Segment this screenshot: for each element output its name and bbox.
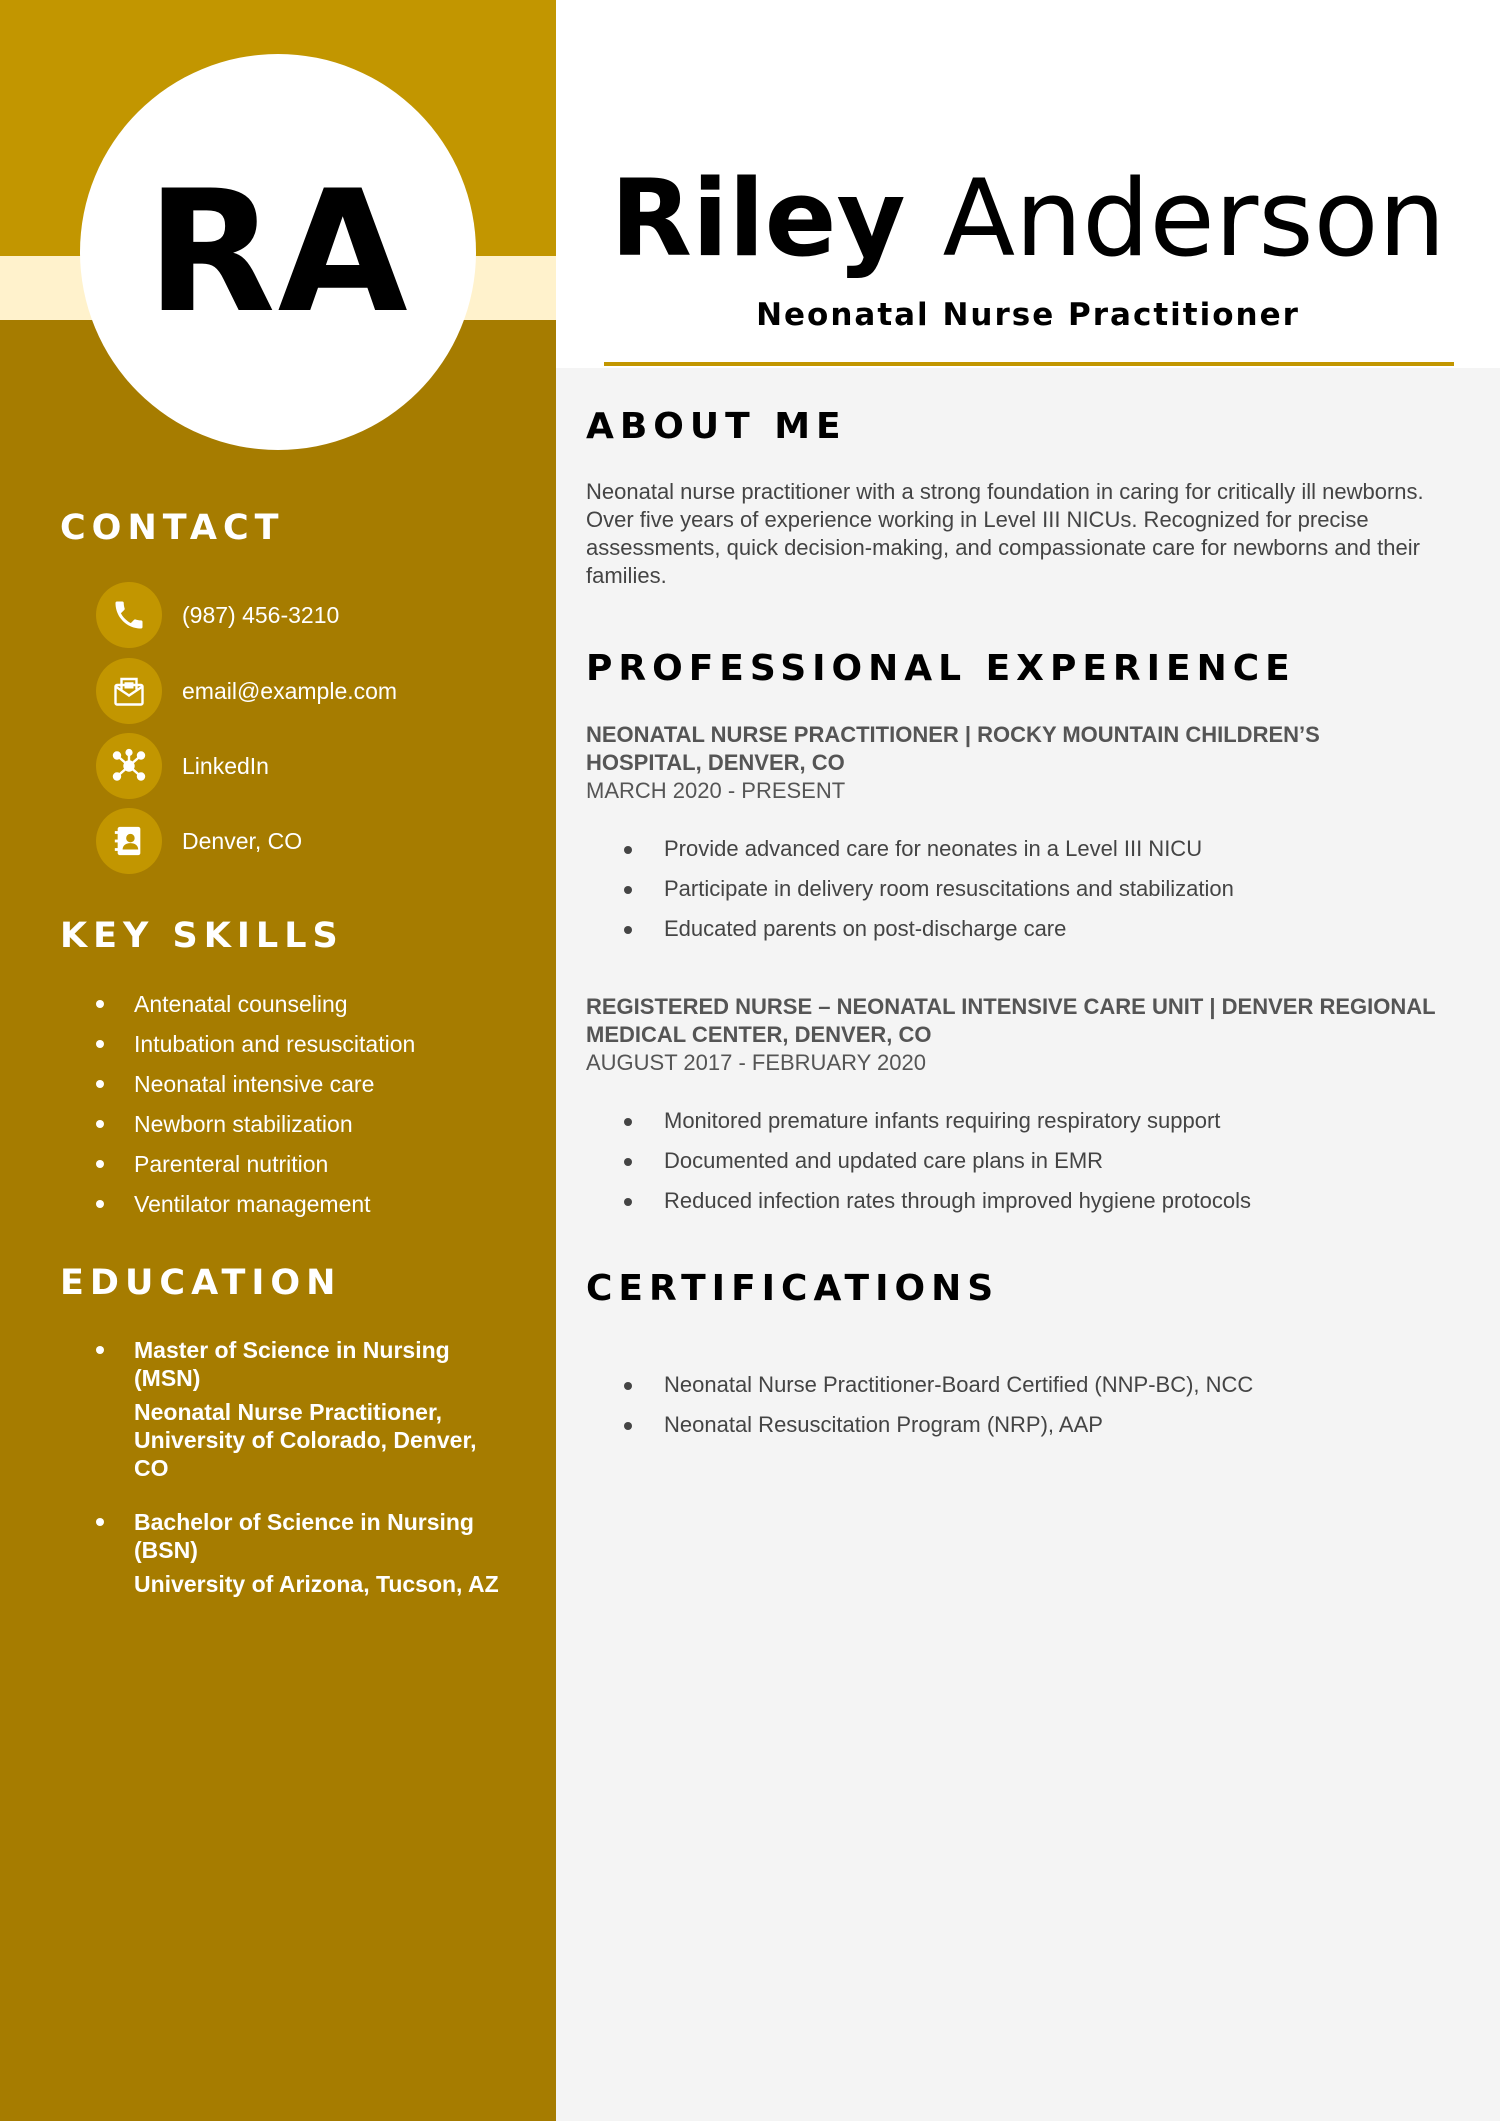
degree-name: Master of Science in Nursing (MSN)	[134, 1337, 450, 1391]
contact-email[interactable]	[96, 658, 397, 724]
last-name: Anderson	[942, 157, 1446, 280]
skills-list	[90, 988, 510, 1228]
certifications-heading: CERTIFICATIONS	[586, 1268, 1000, 1309]
education-list	[90, 1336, 500, 1624]
contact-card-icon	[96, 808, 162, 874]
list-item: Ventilator management	[90, 1188, 510, 1228]
first-name: Riley	[610, 157, 906, 280]
list-item: Provide advanced care for neonates in a Level III NICU	[620, 834, 1440, 874]
phone-icon	[96, 582, 162, 648]
list-item: Participate in delivery room resuscitations and stabilization	[620, 874, 1440, 914]
education-item	[90, 1336, 500, 1482]
list-item: Monitored premature infants requiring respiratory support	[620, 1106, 1440, 1146]
contact-phone[interactable]	[96, 582, 339, 648]
list-item: Neonatal Resuscitation Program (NRP), AAP	[620, 1410, 1440, 1450]
candidate-name	[556, 157, 1500, 280]
list-item: Documented and updated care plans in EMR	[620, 1146, 1440, 1186]
degree-detail: University of Arizona, Tucson, AZ	[134, 1571, 499, 1597]
job-dates: AUGUST 2017 - FEBRUARY 2020	[586, 1050, 926, 1075]
job-bullets	[620, 834, 1440, 954]
list-item: Antenatal counseling	[90, 988, 510, 1028]
location-text: Denver, CO	[182, 827, 303, 854]
email-text: email@example.com	[182, 677, 398, 704]
degree-detail: Neonatal Nurse Practitioner, University of Colorado, Denver, CO	[134, 1399, 477, 1481]
contact-location[interactable]	[96, 808, 302, 874]
about-heading: ABOUT ME	[586, 406, 847, 447]
education-heading: EDUCATION	[60, 1263, 342, 1303]
envelope-icon	[96, 658, 162, 724]
degree-name: Bachelor of Science in Nursing (BSN)	[134, 1509, 474, 1563]
header-divider	[604, 362, 1454, 366]
monogram: RA	[80, 54, 476, 450]
about-text: Neonatal nurse practitioner with a strong foundation in caring for critically ill newborns. Over five years of experience working in Level III NICUs. Recognized for precise assessments, quick decision-making, and compassionate care for newborns and their families.	[586, 479, 1424, 588]
list-item: Neonatal intensive care	[90, 1068, 510, 1108]
list-item: Educated parents on post-discharge care	[620, 914, 1440, 954]
key-skills-heading: KEY SKILLS	[60, 916, 344, 956]
job-title: NEONATAL NURSE PRACTITIONER | ROCKY MOUNTAIN CHILDREN’S HOSPITAL, DENVER, CO	[586, 722, 1320, 775]
list-item: Newborn stabilization	[90, 1108, 510, 1148]
list-item: Parenteral nutrition	[90, 1148, 510, 1188]
network-icon	[96, 733, 162, 799]
education-item	[90, 1508, 500, 1598]
contact-linkedin[interactable]	[96, 733, 269, 799]
linkedin-text: LinkedIn	[182, 752, 269, 779]
list-item: Reduced infection rates through improved hygiene protocols	[620, 1186, 1440, 1226]
job-title: REGISTERED NURSE – NEONATAL INTENSIVE CARE UNIT | DENVER REGIONAL MEDICAL CENTER, DENVER, CO	[586, 994, 1436, 1047]
contact-heading: CONTACT	[60, 508, 285, 548]
job-title-subtitle: Neonatal Nurse Practitioner	[756, 297, 1300, 333]
list-item: Intubation and resuscitation	[90, 1028, 510, 1068]
list-item: Neonatal Nurse Practitioner-Board Certified (NNP-BC), NCC	[620, 1370, 1440, 1410]
phone-text: (987) 456-3210	[182, 601, 340, 628]
job-bullets	[620, 1106, 1440, 1226]
experience-heading: PROFESSIONAL EXPERIENCE	[586, 648, 1296, 689]
certifications-list	[620, 1370, 1440, 1450]
job-dates: MARCH 2020 - PRESENT	[586, 778, 846, 803]
